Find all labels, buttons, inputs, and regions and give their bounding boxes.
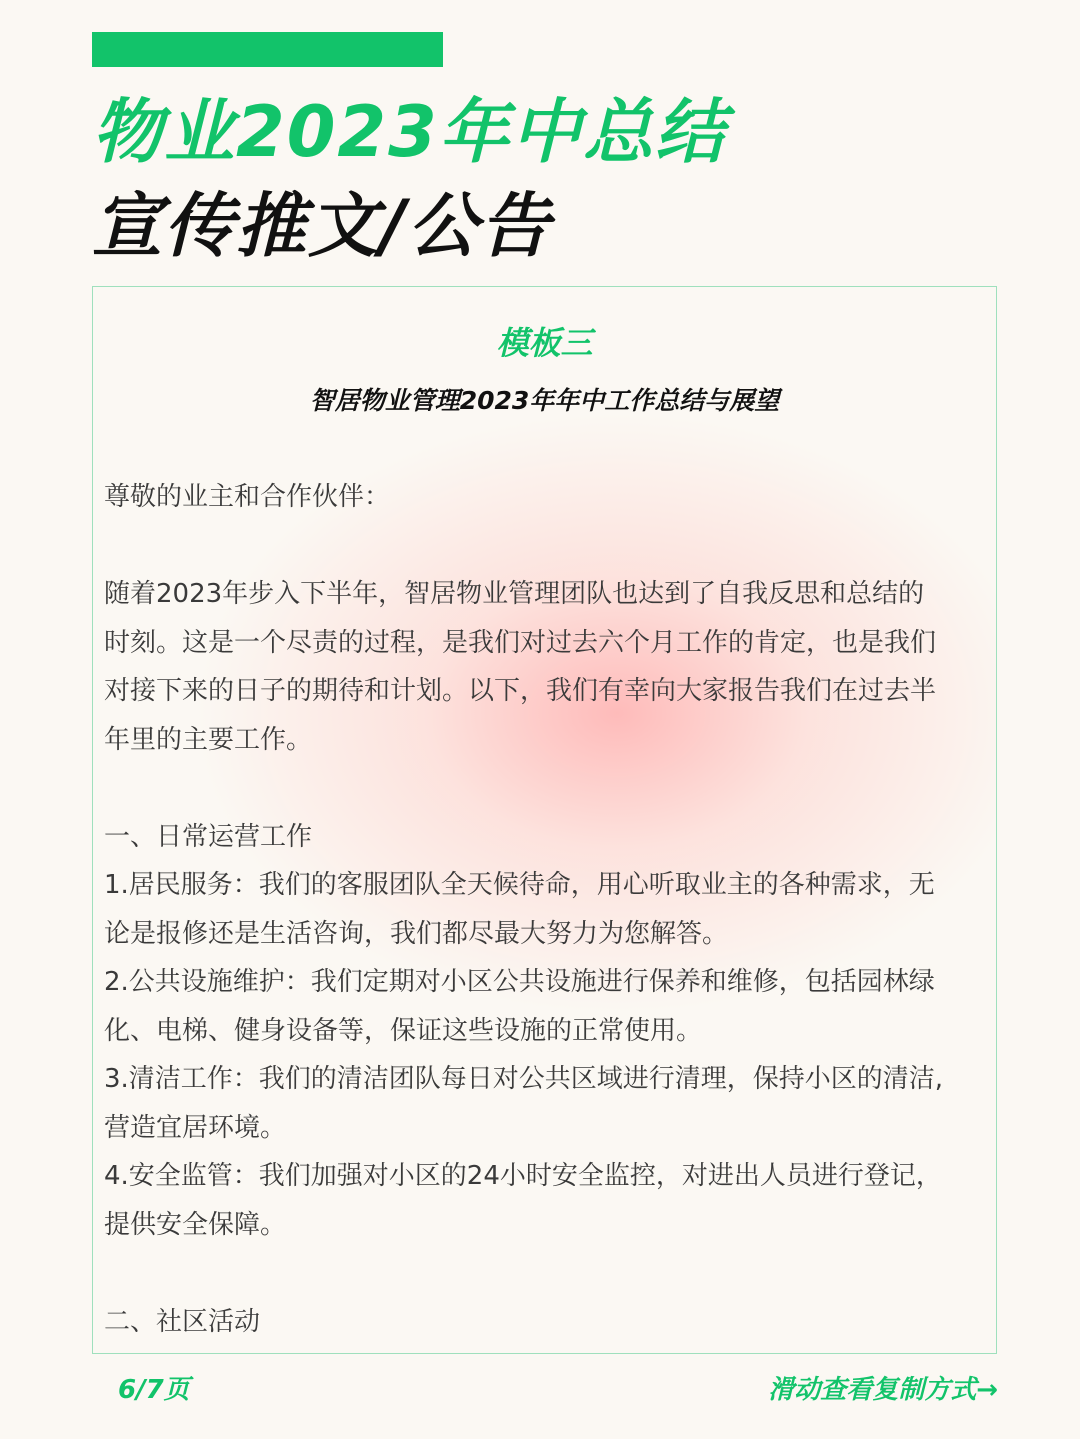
- intro-line: 对接下来的日子的期待和计划。以下，我们有幸向大家报告我们在过去半: [104, 676, 937, 706]
- page-subtitle: 宣传推文/公告: [92, 185, 552, 267]
- section-line: 3.清洁工作：我们的清洁团队每日对公共区域进行清理，保持小区的清洁,: [104, 1064, 944, 1094]
- page-title: 物业2023年中总结: [92, 91, 727, 173]
- intro-line: 随着2023年步入下半年，智居物业管理团队也达到了自我反思和总结的: [104, 579, 925, 609]
- greeting: 尊敬的业主和合作伙伴：: [104, 482, 391, 512]
- section-line: 2.公共设施维护：我们定期对小区公共设施进行保养和维修，包括园林绿: [104, 967, 935, 997]
- swipe-hint[interactable]: 滑动查看复制方式→: [768, 1375, 998, 1405]
- section-line: 4.安全监管：我们加强对小区的24小时安全监控，对进出人员进行登记，: [104, 1161, 942, 1191]
- page-indicator: 6/7页: [118, 1375, 190, 1405]
- section-title: 二、社区活动: [104, 1306, 261, 1337]
- template-heading: 模板三: [496, 324, 593, 362]
- section-line: 营造宜居环境。: [104, 1112, 287, 1143]
- accent-bar: [92, 32, 443, 67]
- intro-line: 年里的主要工作。: [104, 724, 313, 755]
- section-line: 1.居民服务：我们的客服团队全天候待命，用心听取业主的各种需求，无: [104, 870, 935, 900]
- section-title: 一、日常运营工作: [104, 821, 313, 852]
- section-line: 提供安全保障。: [104, 1209, 287, 1240]
- section-line: 化、电梯、健身设备等，保证这些设施的正常使用。: [104, 1015, 703, 1046]
- content-card: [92, 286, 997, 1354]
- intro-line: 时刻。这是一个尽责的过程，是我们对过去六个月工作的肯定，也是我们: [104, 627, 937, 658]
- document-title: 智居物业管理2023年年中工作总结与展望: [309, 386, 780, 415]
- body-text: [104, 473, 996, 1346]
- section-line: 论是报修还是生活咨询，我们都尽最大努力为您解答。: [104, 918, 729, 949]
